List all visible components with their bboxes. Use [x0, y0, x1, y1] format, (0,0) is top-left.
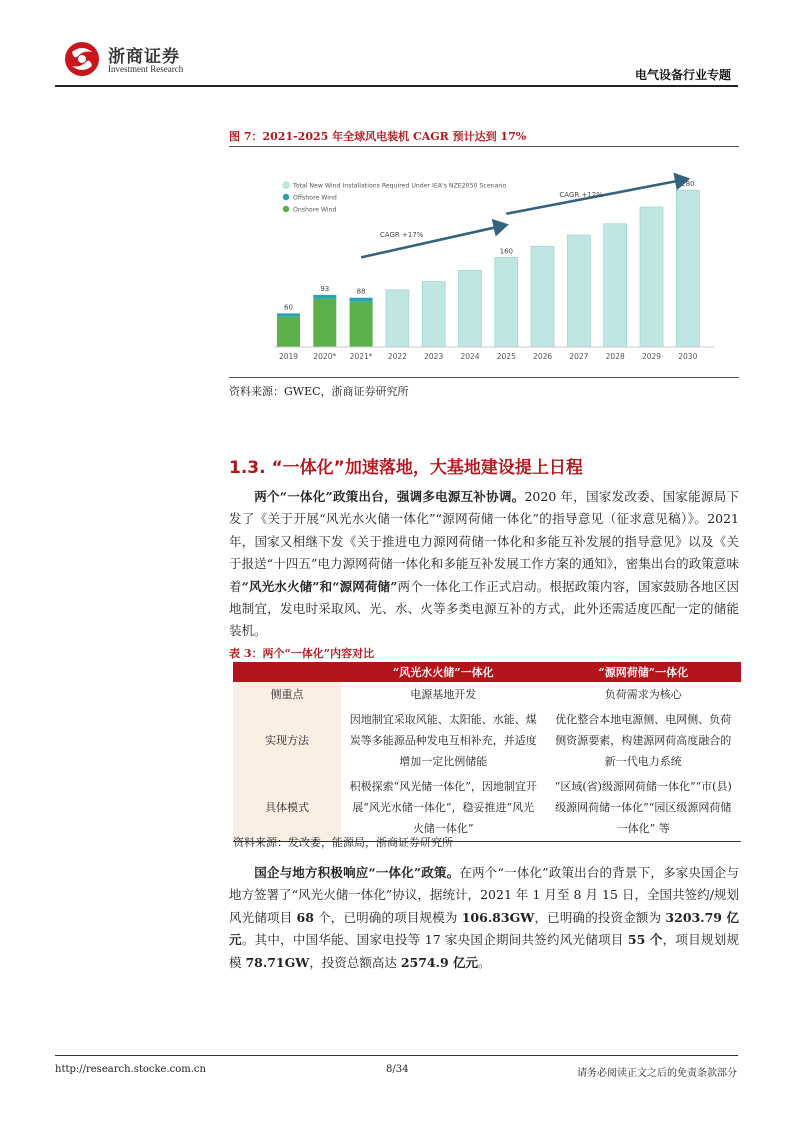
- bar-required-2025: [495, 257, 518, 347]
- table-cell: 电源基地开发: [410, 688, 477, 701]
- bar-required-2027: [567, 235, 590, 347]
- legend-entry: Onshore Wind: [293, 206, 337, 214]
- row-label: 实现方法: [233, 707, 341, 774]
- tick-label-2028: 2028: [605, 352, 625, 361]
- para2-bold: 78.71GW: [245, 954, 310, 970]
- bar-required-2024: [459, 270, 482, 347]
- table-cell: 因地制宜采取风能、太阳能、水能、煤炭等多能源品种发电互相补充，并适度增加一定比例储能: [349, 713, 537, 768]
- tick-label-2019: 2019: [278, 352, 299, 361]
- table-header-empty: [233, 662, 341, 682]
- table-cell: 负荷需求为核心: [604, 688, 682, 701]
- para2-text: 在两个“一体化”政策出台的背景下，多家央国企与地方签署了“风光火储一体化”协议，据统计，2021 年 1 月至 8 月 15 日，全国共签约/规划风光储项目: [229, 865, 739, 925]
- bar-onshore-2020*: [313, 299, 336, 347]
- bar-required-2026: [531, 246, 554, 347]
- legend-swatch: [283, 182, 289, 188]
- para2-text: ，已明确的投资金额为: [534, 909, 666, 925]
- data-label-2030: 280: [681, 180, 695, 189]
- integration-comparison-table: [233, 662, 741, 842]
- data-label-2020*: 93: [320, 284, 330, 293]
- para1-bold-mid: “风光水火储”和“源网荷储”: [241, 578, 398, 594]
- bar-onshore-2019: [277, 317, 300, 347]
- data-label-2019: 60: [284, 303, 293, 312]
- brand-name-en: Investment Research: [108, 64, 184, 74]
- cagr-annotation-2: CAGR +12%: [559, 190, 603, 199]
- tick-label-2021*: 2021*: [349, 352, 373, 361]
- footer-rule: [55, 1055, 738, 1056]
- bar-required-2022: [386, 290, 409, 347]
- cagr-arrow-2021-2025: [361, 225, 506, 257]
- tick-label-2023: 2023: [424, 352, 444, 361]
- para2-text: ，项目规划规模: [229, 932, 739, 970]
- legend-swatch: [283, 206, 289, 212]
- tick-label-2025: 2025: [496, 352, 516, 361]
- data-label-2021*: 88: [356, 287, 366, 296]
- table-cell: 积极探索“风光储一体化”，因地制宜开展“风光水储一体化”，稳妥推进“风光火储一体化”: [341, 774, 546, 842]
- table-row: [233, 774, 741, 842]
- wind-installation-chart: [229, 150, 739, 372]
- bar-required-2029: [640, 207, 663, 347]
- bar-offshore-2019: [277, 313, 300, 316]
- para2-text: 个，已明确的项目规模为: [313, 909, 462, 925]
- tick-label-2022: 2022: [387, 352, 407, 361]
- bar-offshore-2021*: [350, 298, 373, 302]
- para2-bold: 106.83GW: [461, 909, 535, 925]
- bar-offshore-2020*: [313, 295, 336, 299]
- para1-bold-lead: 两个“一体化”政策出台，强调多电源互补协调。: [254, 489, 525, 504]
- figure-source: 资料来源：GWEC，浙商证券研究所: [229, 385, 409, 398]
- header-rule: [55, 85, 738, 87]
- bar-required-2023: [422, 281, 445, 347]
- figure-bottom-rule: [229, 377, 739, 378]
- disclaimer-note: 请务必阅读正文之后的免责条款部分: [577, 1068, 737, 1079]
- cagr-annotation-1: CAGR +17%: [379, 231, 424, 240]
- tick-label-2029: 2029: [641, 352, 662, 361]
- legend-entry: Offshore Wind: [293, 194, 337, 202]
- bar-onshore-2021*: [350, 302, 373, 347]
- para2-text: 。: [478, 954, 491, 970]
- table-row: [233, 707, 741, 774]
- para2-bold-lead: 国企与地方积极响应“一体化”政策。: [254, 865, 460, 880]
- para2-text: ，投资总额高达: [309, 954, 401, 970]
- para1-text-a: 2020 年，国家发改委、国家能源局下发了《关于开展“风光水火储一体化”“源网荷储一体化”的指导意见（征求意见稿）》。2021 年，国家又相继下发《关于推进电力源网荷储一体化和多能互补发展的指导意见》以及《关于报送“十四五”电力源网荷储一体化和多能互补发展工作方案的通知》，密集出台的政策意味着: [229, 489, 739, 594]
- data-label-2025: 160: [499, 247, 513, 256]
- paragraph-soe-response: [229, 862, 739, 974]
- table-caption: 表 3：两个“一体化”内容对比: [229, 647, 375, 660]
- row-label: 侧重点: [233, 682, 341, 707]
- brand-name-cn: 浙商证券: [108, 47, 180, 67]
- table-header-row: [233, 662, 741, 682]
- tick-label-2027: 2027: [569, 352, 589, 361]
- bar-required-2030: [676, 190, 699, 347]
- para2-bold: 3203.79 亿元: [229, 909, 739, 948]
- table-row: [233, 682, 741, 707]
- para2-text: 。其中，中国华能、国家电投等 17 家央国企期间共签约风光储项目: [241, 932, 628, 948]
- table-cell: “区域(省)级源网荷储一体化”“市(县)级源网荷储一体化”“园区级源网荷储一体化” 等: [546, 774, 741, 842]
- tick-label-2026: 2026: [533, 352, 553, 361]
- table-header-col2: “源网荷储”一体化: [546, 662, 741, 682]
- para2-bold: 68: [296, 909, 314, 925]
- bar-required-2028: [604, 224, 627, 347]
- page-number: 8/34: [386, 1064, 409, 1075]
- chart-legend: [283, 182, 507, 214]
- footer-url: http://research.stocke.com.cn: [55, 1064, 206, 1075]
- tick-label-2024: 2024: [460, 352, 480, 361]
- report-type: 电气设备行业专题: [634, 68, 731, 82]
- paragraph-policy: [229, 486, 739, 643]
- figure-caption: 图 7：2021-2025 年全球风电装机 CAGR 预计达到 17%: [229, 130, 527, 143]
- row-label: 具体模式: [233, 774, 341, 842]
- legend-entry: Total New Wind Installations Required Under IEA's NZE2050 Scenario: [293, 182, 507, 190]
- table-cell: 优化整合本地电源侧、电网侧、负荷侧资源要素，构建源网荷高度融合的新一代电力系统: [555, 713, 732, 768]
- para2-bold: 55 个: [627, 932, 663, 948]
- table-source: 资料来源：发改委，能源局，浙商证券研究所: [233, 836, 453, 849]
- table-header-col1: “风光水火储”一体化: [341, 662, 546, 682]
- figure-top-rule: [229, 146, 739, 147]
- para1-text-b: 两个一体化工作正式启动。根据政策内容，国家鼓励各地区因地制宜，发电时采取风、光、水、火等多类电源互补的方式，此外还需适度匹配一定的储能装机。: [229, 578, 739, 639]
- zheshang-logo-icon: [62, 40, 102, 78]
- tick-label-2030: 2030: [678, 352, 698, 361]
- legend-swatch: [283, 194, 289, 200]
- para2-bold: 2574.9 亿元: [400, 954, 479, 970]
- section-heading: 1.3. “一体化”加速落地，大基地建设提上日程: [229, 458, 583, 478]
- tick-label-2020*: 2020*: [313, 352, 337, 361]
